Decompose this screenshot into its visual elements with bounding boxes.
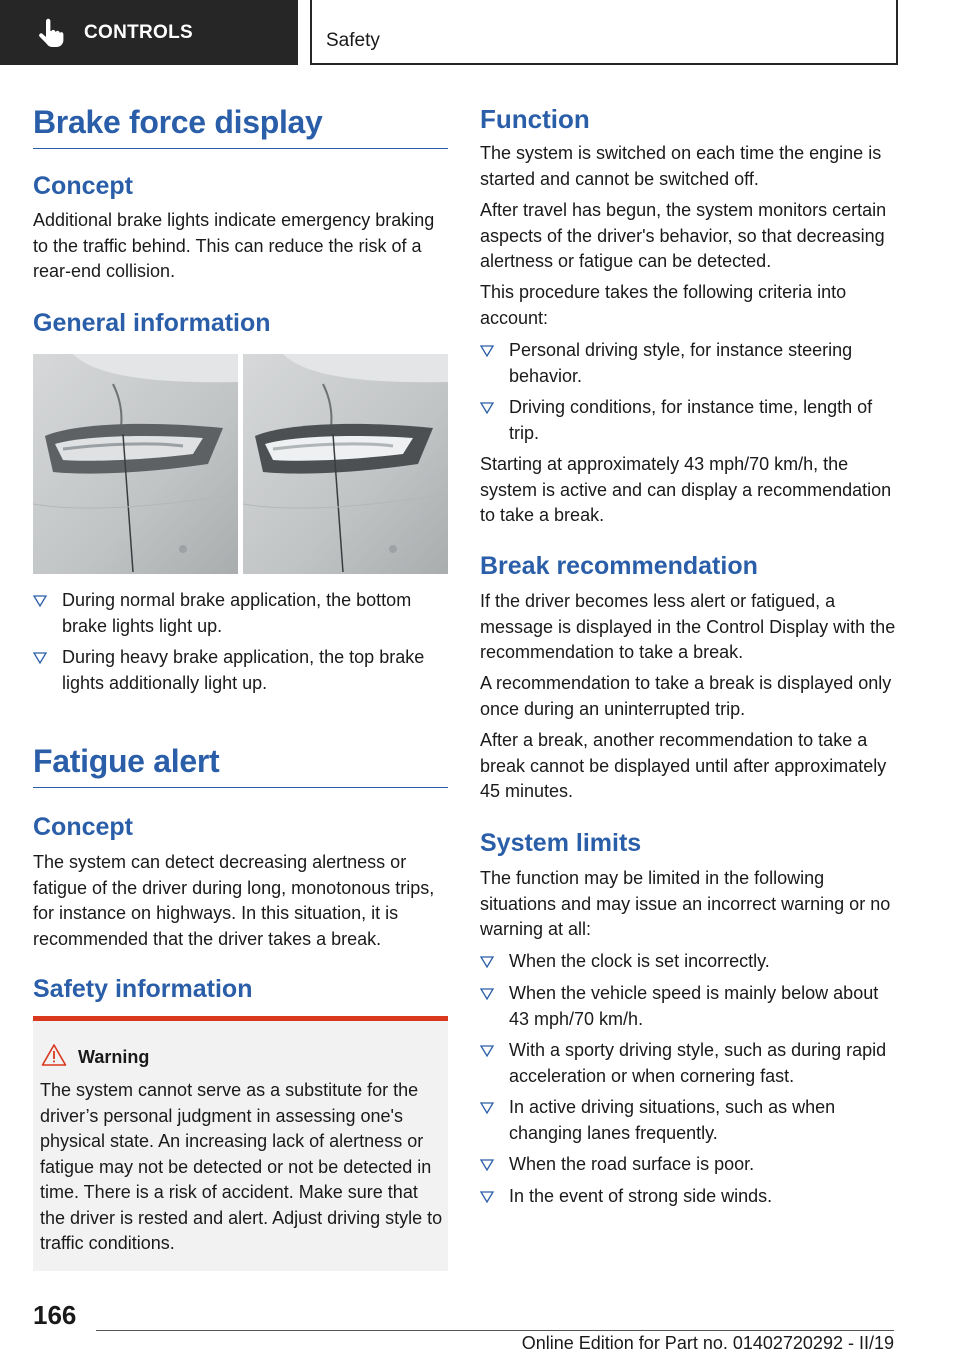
break-paragraph-2: A recommendation to take a break is displayed only once during an uninterrupted trip. [480,673,892,719]
triangle-bullet-icon [480,344,494,358]
warning-text: The system cannot serve as a substitute for the driver’s personal judgment in assessing one's physical state. An increasing lack of alertness or fatigue may not be detected or not be detected in time. There is a risk of accident. Make sure that the driver is rested and alert. Adjust driving style to traffic conditions. [40,1080,443,1253]
break-paragraph-3: After a break, another recommendation to take a break cannot be displayed until after approximately 45 minutes. [480,730,887,801]
fatigue-concept-text: The system can detect decreasing alertness or fatigue of the driver during long, monotonous trips, for instance on highways. In this situation, it is recommended that the driver takes a break. [33,852,435,949]
triangle-bullet-icon [480,955,494,969]
brake-force-title: Brake force display [33,104,323,140]
concept-text: Additional brake lights indicate emergency braking to the traffic behind. This can reduce the risk of a rear-end collision. [33,210,435,281]
list-item: In active driving situations, such as when changing lanes frequently. [480,1095,900,1146]
limits-paragraph: The function may be limited in the following situations and may issue an incorrect warning or no warning at all: [480,868,891,939]
warning-triangle-icon [41,1043,67,1067]
edition-note: Online Edition for Part no. 01402720292 - II/19 [521,1333,894,1353]
chapter-tab-safety [310,0,898,65]
footer-divider [96,1330,894,1331]
list-item: During normal brake application, the bottom brake lights light up. [33,588,448,639]
system-limits-heading: System limits [480,829,642,857]
triangle-bullet-icon [480,1044,494,1058]
triangle-bullet-icon [33,594,47,608]
fatigue-alert-title: Fatigue alert [33,743,220,779]
function-paragraph-2: After travel has begun, the system monitors certain aspects of the driver's behavior, so that decreasing alertness or fatigue can be detected. [480,200,887,271]
function-paragraph-3: This procedure takes the following criteria into account: [480,282,847,328]
break-paragraph-1: If the driver becomes less alert or fatigued, a message is displayed in the Control Display with the recommendation to take a break. [480,591,896,662]
warning-title: Warning [78,1047,150,1067]
section-tab-controls [0,0,298,65]
fatigue-concept-heading: Concept [33,813,133,841]
brake-force-title-wrap [33,104,448,149]
hand-pointer-icon [36,18,66,48]
page-header [0,0,960,65]
function-heading: Function [480,104,590,134]
triangle-bullet-icon [480,1101,494,1115]
list-item: When the vehicle speed is mainly below about 43 mph/70 km/h. [480,981,900,1032]
safety-info-heading: Safety information [33,975,253,1003]
page-number: 166 [33,1300,77,1330]
triangle-bullet-icon [480,987,494,1001]
list-item: During heavy brake application, the top brake lights additionally light up. [33,645,448,696]
function-paragraph-1: The system is switched on each time the engine is started and cannot be switched off. [480,143,882,189]
break-recommendation-heading: Break recommendation [480,552,758,580]
brake-light-normal-image [33,354,238,574]
list-item: With a sporty driving style, such as during rapid acceleration or when cornering fast. [480,1038,900,1089]
triangle-bullet-icon [480,1158,494,1172]
list-item: When the clock is set incorrectly. [480,949,900,975]
list-item: Driving conditions, for instance time, length of trip. [480,395,900,446]
list-item: Personal driving style, for instance steering behavior. [480,338,900,389]
concept-heading: Concept [33,172,133,200]
triangle-bullet-icon [480,401,494,415]
general-info-heading: General information [33,309,271,337]
list-item: When the road surface is poor. [480,1152,900,1178]
brake-light-heavy-image [243,354,448,574]
warning-box [33,1016,448,1271]
section-title: CONTROLS [84,21,194,43]
function-paragraph-4: Starting at approximately 43 mph/70 km/h, the system is active and can display a recommendation to take a break. [480,454,892,525]
fatigue-alert-title-wrap [33,743,448,788]
chapter-title: Safety [326,30,380,51]
triangle-bullet-icon [33,651,47,665]
list-item: In the event of strong side winds. [480,1184,900,1210]
triangle-bullet-icon [480,1190,494,1204]
brake-light-photo [33,354,448,574]
